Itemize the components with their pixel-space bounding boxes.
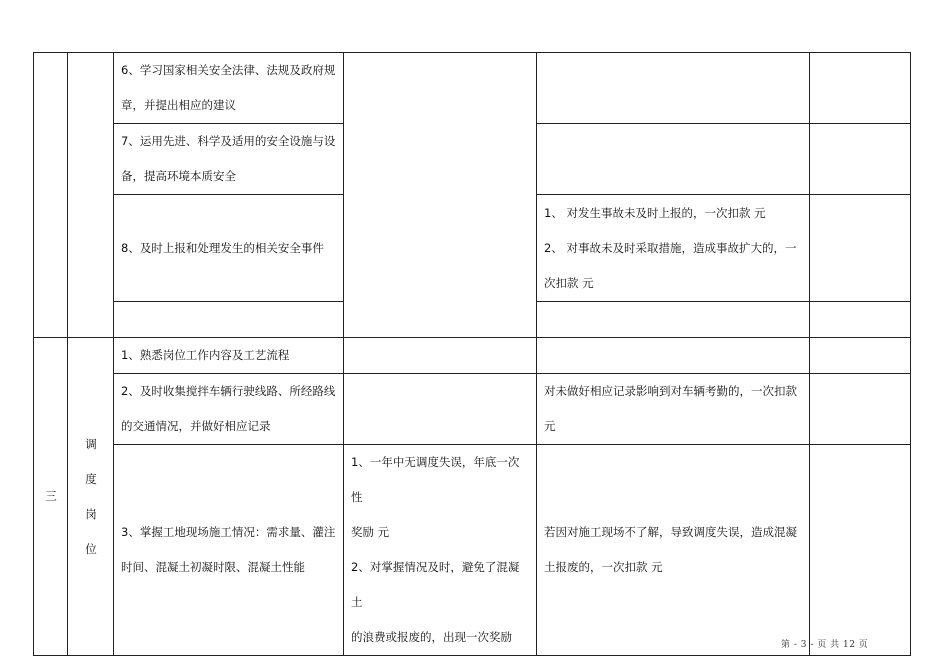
- score-cell: [810, 338, 911, 374]
- item-cell: 8、及时上报和处理发生的相关安全事件: [114, 195, 344, 302]
- penalty-cell: [537, 124, 810, 195]
- penalty-cell: [537, 338, 810, 374]
- assessment-table: [33, 52, 911, 656]
- table-row: [34, 338, 911, 374]
- table-row: [34, 374, 911, 445]
- penalty-cell: 1、 对发生事故未及时上报的，一次扣款 元 2、 对事故未及时采取措施，造成事故扩大的，一 次扣款 元: [537, 195, 810, 302]
- reward-cell: 1、一年中无调度失误，年底一次性 奖励 元 2、对掌握情况及时，避免了混凝土 的浪费或报废的，出现一次奖励: [344, 445, 537, 656]
- section-number: 三: [34, 338, 68, 656]
- reward-cell: [344, 53, 537, 338]
- score-cell: [810, 195, 911, 302]
- item-cell: 7、运用先进、科学及适用的安全设施与设 备，提高环境本质安全: [114, 124, 344, 195]
- table-row: [34, 445, 911, 656]
- item-cell: 6、学习国家相关安全法律、法规及政府规 章，并提出相应的建议: [114, 53, 344, 124]
- reward-cell: [344, 338, 537, 374]
- score-cell: [810, 53, 911, 124]
- category-label-vertical: 调 度 岗 位: [68, 338, 114, 656]
- score-cell: [810, 124, 911, 195]
- item-cell: 1、熟悉岗位工作内容及工艺流程: [114, 338, 344, 374]
- section-number-cell: [34, 53, 68, 338]
- score-cell: [810, 302, 911, 338]
- category-cell: [68, 53, 114, 338]
- penalty-cell: 对未做好相应记录影响到对车辆考勤的，一次扣款 元: [537, 374, 810, 445]
- penalty-cell: 若因对施工现场不了解，导致调度失误，造成混凝 土报废的，一次扣款 元: [537, 445, 810, 656]
- reward-cell: [344, 374, 537, 445]
- score-cell: [810, 374, 911, 445]
- score-cell: [810, 445, 911, 656]
- page-footer: 第 - 3 - 页 共 12 页: [781, 640, 869, 650]
- item-cell: [114, 302, 344, 338]
- penalty-cell: [537, 53, 810, 124]
- table-row: [34, 53, 911, 124]
- item-cell: 2、及时收集搅拌车辆行驶线路、所经路线 的交通情况，并做好相应记录: [114, 374, 344, 445]
- item-cell: 3、掌握工地现场施工情况：需求量、灌注 时间、混凝土初凝时限、混凝土性能: [114, 445, 344, 656]
- penalty-cell: [537, 302, 810, 338]
